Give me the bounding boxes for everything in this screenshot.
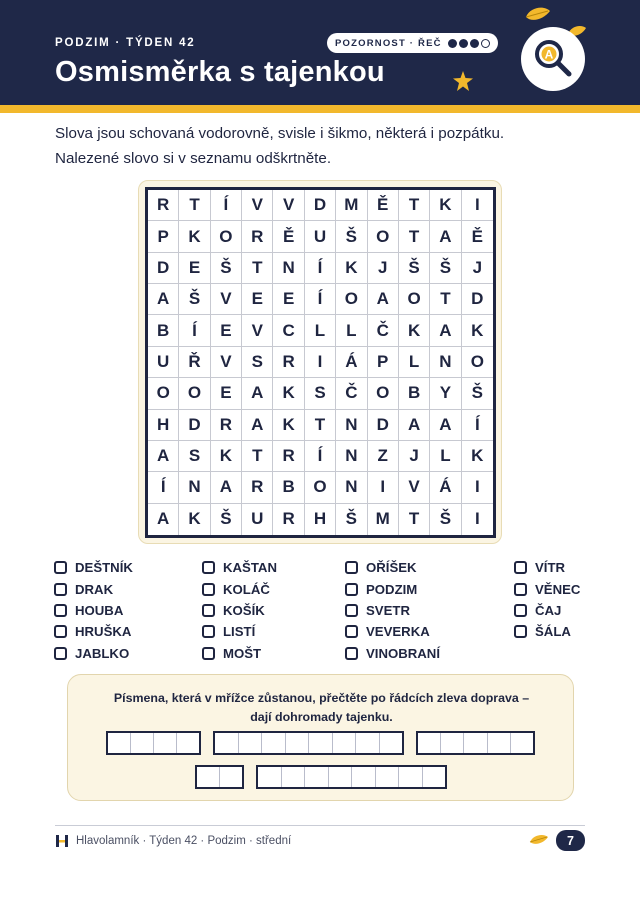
word-list-item[interactable] bbox=[54, 578, 133, 599]
answer-letter-box[interactable] bbox=[356, 733, 380, 753]
instruction-line: Slova jsou schovaná vodorovně, svisle i šikmo, některá i pozpátku. bbox=[55, 125, 505, 142]
grid-cell[interactable]: I bbox=[305, 347, 336, 378]
grid-cell[interactable]: V bbox=[242, 190, 273, 221]
grid-cell[interactable]: Š bbox=[399, 253, 430, 284]
grid-cell[interactable]: S bbox=[242, 347, 273, 378]
word-label: LISTÍ bbox=[223, 624, 256, 640]
grid-cell[interactable]: A bbox=[148, 441, 179, 472]
grid-cell[interactable]: L bbox=[336, 315, 367, 346]
grid-cell[interactable]: T bbox=[399, 504, 430, 535]
grid-cell[interactable]: A bbox=[399, 410, 430, 441]
skill-label: POZORNOST · ŘEČ bbox=[335, 37, 442, 49]
solution-box bbox=[67, 674, 574, 801]
grid-cell[interactable]: A bbox=[430, 221, 461, 252]
word-column bbox=[202, 557, 277, 664]
grid-cell[interactable]: V bbox=[242, 315, 273, 346]
answer-letter-box[interactable] bbox=[423, 767, 446, 787]
answer-slot[interactable] bbox=[416, 731, 535, 755]
grid-cell[interactable]: Š bbox=[430, 504, 461, 535]
grid-cell[interactable]: K bbox=[179, 504, 210, 535]
grid-cell[interactable]: D bbox=[462, 284, 493, 315]
word-label: DEŠTNÍK bbox=[75, 560, 133, 576]
grid-cell[interactable]: B bbox=[273, 472, 304, 503]
word-column bbox=[54, 557, 133, 664]
grid-cell[interactable]: R bbox=[242, 221, 273, 252]
grid-cell[interactable]: Á bbox=[430, 472, 461, 503]
grid-cell[interactable]: L bbox=[399, 347, 430, 378]
word-checkbox[interactable] bbox=[345, 604, 358, 617]
word-checkbox[interactable] bbox=[54, 583, 67, 596]
grid-cell[interactable]: V bbox=[399, 472, 430, 503]
word-list-item[interactable] bbox=[514, 557, 580, 578]
grid-cell[interactable]: C bbox=[273, 315, 304, 346]
word-checkbox[interactable] bbox=[345, 561, 358, 574]
answer-slot[interactable] bbox=[195, 765, 244, 789]
grid-cell[interactable]: E bbox=[211, 378, 242, 409]
answer-letter-box[interactable] bbox=[215, 733, 239, 753]
word-label: VÍTR bbox=[535, 560, 566, 576]
grid-cell[interactable]: Ě bbox=[368, 190, 399, 221]
grid-cell[interactable]: O bbox=[305, 472, 336, 503]
word-list-item[interactable] bbox=[514, 578, 580, 599]
word-label: OŘÍŠEK bbox=[366, 560, 417, 576]
grid-cell[interactable]: Á bbox=[336, 347, 367, 378]
word-label: KAŠTAN bbox=[223, 560, 277, 576]
answer-letter-box[interactable] bbox=[329, 767, 353, 787]
word-label: KOLÁČ bbox=[223, 581, 270, 597]
word-label: VEVERKA bbox=[366, 624, 430, 640]
answer-letter-box[interactable] bbox=[177, 733, 199, 753]
grid-cell[interactable]: V bbox=[211, 284, 242, 315]
answer-letter-box[interactable] bbox=[352, 767, 376, 787]
answer-slot[interactable] bbox=[256, 765, 447, 789]
grid-cell[interactable]: O bbox=[368, 378, 399, 409]
header-accent-bar bbox=[0, 105, 640, 113]
answer-letter-box[interactable] bbox=[220, 767, 242, 787]
grid-cell[interactable]: U bbox=[148, 347, 179, 378]
grid-cell[interactable]: R bbox=[148, 190, 179, 221]
grid-cell[interactable]: N bbox=[336, 441, 367, 472]
difficulty-dot-filled bbox=[470, 39, 479, 48]
solution-instructions bbox=[68, 689, 575, 727]
answer-letter-box[interactable] bbox=[305, 767, 329, 787]
grid-cell[interactable]: Č bbox=[336, 378, 367, 409]
grid-cell[interactable]: N bbox=[336, 472, 367, 503]
section-kicker: PODZIM · TÝDEN 42 bbox=[55, 37, 196, 49]
word-list-item[interactable] bbox=[202, 643, 277, 664]
grid-cell[interactable]: V bbox=[211, 347, 242, 378]
word-label: HRUŠKA bbox=[75, 624, 132, 640]
grid-cell[interactable]: I bbox=[368, 472, 399, 503]
word-search-grid bbox=[145, 187, 496, 538]
answer-letter-box[interactable] bbox=[418, 733, 441, 753]
word-checkbox[interactable] bbox=[202, 647, 215, 660]
grid-cell[interactable]: Í bbox=[148, 472, 179, 503]
grid-cell[interactable]: R bbox=[273, 504, 304, 535]
grid-cell[interactable]: Y bbox=[430, 378, 461, 409]
grid-cell[interactable]: Š bbox=[430, 253, 461, 284]
grid-cell[interactable]: Š bbox=[336, 504, 367, 535]
grid-cell[interactable]: I bbox=[462, 190, 493, 221]
word-label: VĚNEC bbox=[535, 581, 581, 597]
grid-cell[interactable]: Š bbox=[211, 253, 242, 284]
answer-letter-box[interactable] bbox=[197, 767, 220, 787]
word-label: ŠÁLA bbox=[535, 624, 571, 640]
grid-cell[interactable]: T bbox=[242, 441, 273, 472]
grid-cell[interactable]: K bbox=[462, 315, 493, 346]
word-list-item[interactable] bbox=[54, 600, 133, 621]
answer-slot[interactable] bbox=[106, 731, 201, 755]
grid-cell[interactable]: B bbox=[148, 315, 179, 346]
word-list-item[interactable] bbox=[345, 600, 440, 621]
grid-cell[interactable]: A bbox=[368, 284, 399, 315]
grid-cell[interactable]: Ě bbox=[273, 221, 304, 252]
grid-cell[interactable]: T bbox=[242, 253, 273, 284]
grid-cell[interactable]: T bbox=[179, 190, 210, 221]
grid-cell[interactable]: T bbox=[430, 284, 461, 315]
grid-cell[interactable]: T bbox=[305, 410, 336, 441]
grid-cell[interactable]: Í bbox=[211, 190, 242, 221]
word-label: ČAJ bbox=[535, 602, 562, 618]
word-checkbox[interactable] bbox=[54, 625, 67, 638]
grid-cell[interactable]: K bbox=[273, 410, 304, 441]
answer-letter-box[interactable] bbox=[441, 733, 464, 753]
answer-letter-box[interactable] bbox=[464, 733, 487, 753]
difficulty-dot-empty bbox=[481, 39, 490, 48]
grid-cell[interactable]: N bbox=[336, 410, 367, 441]
grid-cell[interactable]: Í bbox=[305, 253, 336, 284]
grid-cell[interactable]: Ě bbox=[462, 221, 493, 252]
magnifying-glass-icon bbox=[521, 27, 585, 91]
grid-cell[interactable]: J bbox=[368, 253, 399, 284]
grid-cell[interactable]: U bbox=[305, 221, 336, 252]
word-checkbox[interactable] bbox=[54, 647, 67, 660]
grid-cell[interactable]: E bbox=[211, 315, 242, 346]
answer-slot[interactable] bbox=[213, 731, 404, 755]
grid-cell[interactable]: N bbox=[430, 347, 461, 378]
search-badge bbox=[521, 27, 585, 91]
grid-cell[interactable]: Í bbox=[305, 284, 336, 315]
word-checkbox[interactable] bbox=[514, 604, 527, 617]
grid-cell[interactable]: R bbox=[273, 441, 304, 472]
grid-cell[interactable]: O bbox=[148, 378, 179, 409]
word-label: SVETR bbox=[366, 602, 410, 618]
word-label: KOŠÍK bbox=[223, 602, 265, 618]
word-label: PODZIM bbox=[366, 581, 418, 597]
word-list-item[interactable] bbox=[345, 578, 440, 599]
grid-cell[interactable]: R bbox=[242, 472, 273, 503]
grid-cell[interactable]: D bbox=[305, 190, 336, 221]
grid-cell[interactable]: Í bbox=[179, 315, 210, 346]
grid-cell[interactable]: D bbox=[179, 410, 210, 441]
grid-cell[interactable]: Z bbox=[368, 441, 399, 472]
grid-cell[interactable]: E bbox=[179, 253, 210, 284]
grid-cell[interactable]: Í bbox=[305, 441, 336, 472]
word-label: MOŠT bbox=[223, 645, 262, 661]
instructions bbox=[55, 121, 595, 171]
grid-cell[interactable]: S bbox=[179, 441, 210, 472]
answer-letter-box[interactable] bbox=[380, 733, 403, 753]
word-label: VINOBRANÍ bbox=[366, 645, 440, 661]
grid-cell[interactable]: K bbox=[462, 441, 493, 472]
word-list-item[interactable] bbox=[514, 600, 580, 621]
grid-cell[interactable]: T bbox=[399, 221, 430, 252]
grid-cell[interactable]: D bbox=[148, 253, 179, 284]
grid-cell[interactable]: E bbox=[242, 284, 273, 315]
answer-letter-box[interactable] bbox=[511, 733, 533, 753]
footer-divider bbox=[55, 825, 585, 826]
grid-cell[interactable]: Ř bbox=[179, 347, 210, 378]
word-list-item[interactable] bbox=[202, 621, 277, 642]
word-checkbox[interactable] bbox=[514, 561, 527, 574]
grid-cell[interactable]: H bbox=[305, 504, 336, 535]
skill-badge bbox=[327, 33, 498, 53]
word-label: JABLKO bbox=[75, 645, 130, 661]
grid-cell[interactable]: H bbox=[148, 410, 179, 441]
word-list-item[interactable] bbox=[345, 643, 440, 664]
word-column bbox=[514, 557, 580, 643]
answer-letter-box[interactable] bbox=[262, 733, 286, 753]
word-checkbox[interactable] bbox=[54, 604, 67, 617]
autumn-leaf-icon bbox=[524, 5, 552, 25]
grid-cell[interactable]: K bbox=[430, 190, 461, 221]
grid-cell[interactable]: Š bbox=[179, 284, 210, 315]
grid-cell[interactable]: J bbox=[399, 441, 430, 472]
grid-cell[interactable]: Š bbox=[211, 504, 242, 535]
grid-cell[interactable]: Í bbox=[462, 410, 493, 441]
grid-cell[interactable]: I bbox=[462, 472, 493, 503]
word-list bbox=[54, 557, 614, 667]
word-checkbox[interactable] bbox=[202, 583, 215, 596]
grid-cell[interactable]: R bbox=[273, 347, 304, 378]
grid-cell[interactable]: N bbox=[273, 253, 304, 284]
grid-cell[interactable]: A bbox=[430, 315, 461, 346]
word-checkbox[interactable] bbox=[345, 625, 358, 638]
word-list-item[interactable] bbox=[202, 600, 277, 621]
grid-cell[interactable]: N bbox=[179, 472, 210, 503]
grid-cell[interactable]: L bbox=[305, 315, 336, 346]
word-column bbox=[345, 557, 440, 664]
word-label: HOUBA bbox=[75, 602, 124, 618]
word-list-item[interactable] bbox=[54, 643, 133, 664]
answer-letter-box[interactable] bbox=[376, 767, 400, 787]
word-checkbox[interactable] bbox=[202, 625, 215, 638]
grid-cell[interactable]: B bbox=[399, 378, 430, 409]
grid-cell[interactable]: M bbox=[368, 504, 399, 535]
grid-cell[interactable]: K bbox=[273, 378, 304, 409]
word-label: DRAK bbox=[75, 581, 114, 597]
grid-cell[interactable]: V bbox=[273, 190, 304, 221]
grid-cell[interactable]: I bbox=[474, 509, 480, 529]
grid-cell[interactable]: S bbox=[305, 378, 336, 409]
grid-cell[interactable]: O bbox=[211, 221, 242, 252]
word-list-item[interactable] bbox=[202, 578, 277, 599]
answer-letter-box[interactable] bbox=[258, 767, 282, 787]
word-checkbox[interactable] bbox=[202, 561, 215, 574]
star-leaf-icon bbox=[452, 70, 474, 92]
word-checkbox[interactable] bbox=[345, 647, 358, 660]
page-number: 7 bbox=[556, 830, 585, 851]
grid-cell[interactable]: K bbox=[399, 315, 430, 346]
answer-letter-box[interactable] bbox=[488, 733, 511, 753]
grid-cell[interactable]: A bbox=[242, 378, 273, 409]
word-list-item[interactable] bbox=[345, 621, 440, 642]
answer-letter-box[interactable] bbox=[282, 767, 306, 787]
footer-text: Hlavolamník · Týden 42 · Podzim · střední bbox=[76, 835, 292, 847]
grid-cell[interactable]: A bbox=[148, 284, 179, 315]
grid-cell[interactable]: M bbox=[336, 190, 367, 221]
grid-cell[interactable]: Š bbox=[336, 221, 367, 252]
word-checkbox[interactable] bbox=[202, 604, 215, 617]
difficulty-dots bbox=[448, 39, 490, 48]
instruction-line: Nalezené slovo si v seznamu odškrtněte. bbox=[55, 150, 332, 167]
answer-letter-box[interactable] bbox=[309, 733, 333, 753]
word-checkbox[interactable] bbox=[514, 583, 527, 596]
grid-cell[interactable]: O bbox=[336, 284, 367, 315]
grid-cell[interactable]: K bbox=[211, 441, 242, 472]
answer-letter-box[interactable] bbox=[399, 767, 423, 787]
grid-cell[interactable]: A bbox=[148, 504, 179, 535]
grid-cell[interactable]: O bbox=[462, 347, 493, 378]
word-checkbox[interactable] bbox=[514, 625, 527, 638]
difficulty-dot-filled bbox=[448, 39, 457, 48]
grid-cell[interactable]: R bbox=[211, 410, 242, 441]
grid-cell[interactable]: T bbox=[399, 190, 430, 221]
grid-cell[interactable]: Š bbox=[462, 378, 493, 409]
badge-letter: A bbox=[544, 47, 554, 62]
answer-letter-box[interactable] bbox=[239, 733, 263, 753]
grid-cell[interactable]: E bbox=[273, 284, 304, 315]
grid-cell[interactable]: K bbox=[336, 253, 367, 284]
grid-cell[interactable]: A bbox=[430, 410, 461, 441]
word-list-item[interactable] bbox=[54, 621, 133, 642]
grid-cell[interactable]: O bbox=[368, 221, 399, 252]
grid-cell[interactable]: Č bbox=[368, 315, 399, 346]
grid-cell[interactable]: O bbox=[179, 378, 210, 409]
answer-letter-box[interactable] bbox=[108, 733, 131, 753]
page-title: Osmisměrka s tajenkou bbox=[55, 56, 385, 88]
answer-letter-box[interactable] bbox=[286, 733, 310, 753]
solution-line: Písmena, která v mřížce zůstanou, přečtěte po řádcích zleva doprava – bbox=[113, 691, 530, 705]
grid-cell[interactable]: A bbox=[211, 472, 242, 503]
answer-letter-box[interactable] bbox=[333, 733, 357, 753]
answer-letter-box[interactable] bbox=[154, 733, 177, 753]
word-list-item[interactable] bbox=[345, 557, 440, 578]
autumn-leaf-icon bbox=[528, 833, 550, 848]
grid-cell[interactable]: P bbox=[148, 221, 179, 252]
answer-letter-box[interactable] bbox=[131, 733, 154, 753]
grid-cell[interactable]: U bbox=[242, 504, 273, 535]
word-checkbox[interactable] bbox=[54, 561, 67, 574]
grid-cell[interactable]: A bbox=[242, 410, 273, 441]
grid-cell[interactable]: P bbox=[368, 347, 399, 378]
solution-line: dají dohromady tajenku. bbox=[250, 710, 393, 724]
grid-cell[interactable]: J bbox=[462, 253, 493, 284]
difficulty-dot-filled bbox=[459, 39, 468, 48]
grid-cell[interactable]: L bbox=[430, 441, 461, 472]
word-list-item[interactable] bbox=[54, 557, 133, 578]
grid-cell[interactable]: K bbox=[179, 221, 210, 252]
brand-logo-icon bbox=[55, 834, 69, 848]
word-checkbox[interactable] bbox=[345, 583, 358, 596]
word-list-item[interactable] bbox=[202, 557, 277, 578]
grid-cell[interactable]: O bbox=[399, 284, 430, 315]
grid-cell[interactable]: D bbox=[368, 410, 399, 441]
word-list-item[interactable] bbox=[514, 621, 580, 642]
